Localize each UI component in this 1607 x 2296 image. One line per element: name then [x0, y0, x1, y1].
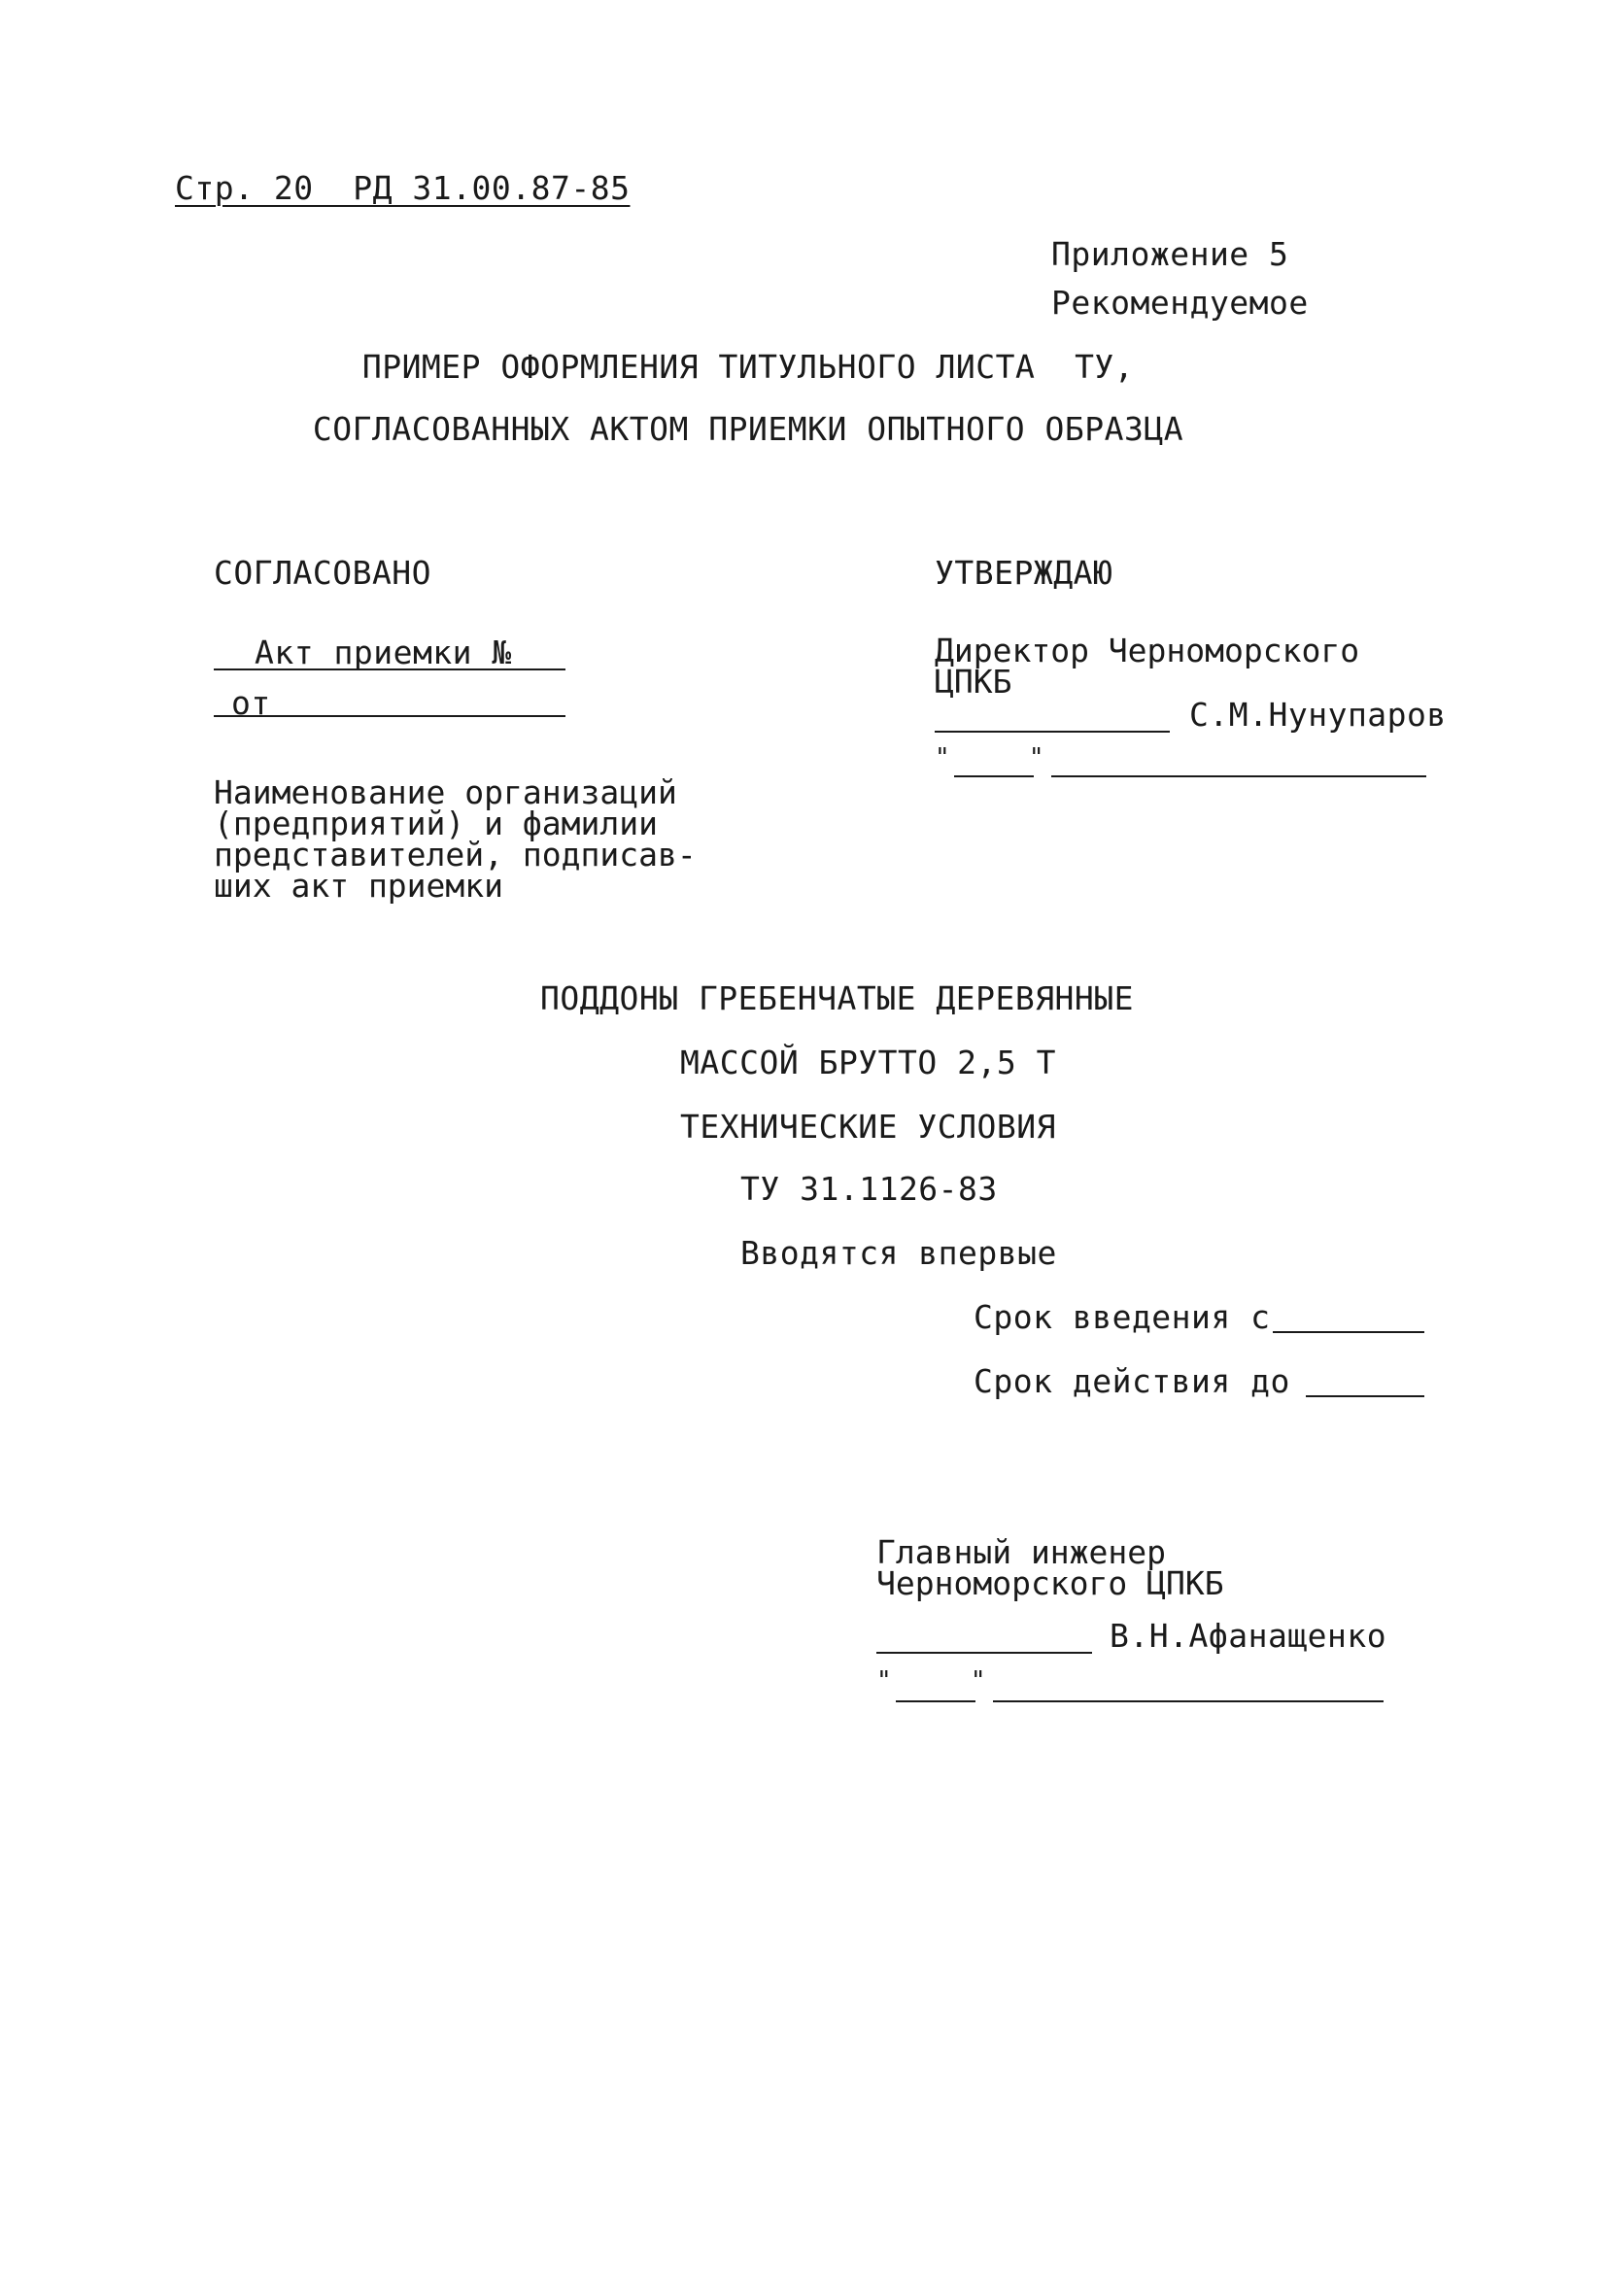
act-label: Акт приемки №	[255, 634, 512, 671]
organization-note: Наименование организаций (предприятий) и фамилии представителей, подписав- ших акт приемки	[214, 773, 697, 905]
engineer-day-line	[896, 1700, 975, 1702]
director-signature-line	[935, 731, 1170, 733]
agreed-heading: СОГЛАСОВАНО	[214, 554, 432, 592]
engineer-date-quotes: " "	[876, 1666, 987, 1696]
specification-code: ТУ 31.1126-83	[740, 1170, 998, 1208]
act-from-label: от	[231, 684, 271, 722]
act-date-line	[214, 715, 565, 717]
appendix-number: Приложение 5	[1051, 235, 1289, 273]
title-line-1: ПРИМЕР ОФОРМЛЕНИЯ ТИТУЛЬНОГО ЛИСТА ТУ,	[361, 348, 1135, 386]
director-position: Директор Черноморского ЦПКБ	[935, 632, 1360, 701]
product-title-line-2: МАССОЙ БРУТТО 2,5 Т	[680, 1044, 1056, 1081]
approved-heading: УТВЕРЖДАЮ	[935, 554, 1113, 592]
title-line-2: СОГЛАСОВАННЫХ АКТОМ ПРИЕМКИ ОПЫТНОГО ОБРАЗЦА	[312, 410, 1184, 448]
product-title-line-1: ПОДДОНЫ ГРЕБЕНЧАТЫЕ ДЕРЕВЯННЫЕ	[540, 979, 1135, 1017]
director-name: С.М.Нунупаров	[1189, 696, 1447, 734]
engineer-name: В.Н.Афанащенко	[1110, 1617, 1387, 1655]
engineer-month-line	[993, 1700, 1384, 1702]
director-day-line	[954, 775, 1034, 777]
engineer-signature-line	[876, 1652, 1092, 1654]
start-date-line	[1273, 1331, 1424, 1333]
appendix-note: Рекомендуемое	[1051, 284, 1309, 322]
act-number-line	[214, 668, 565, 670]
product-title-line-3: ТЕХНИЧЕСКИЕ УСЛОВИЯ	[680, 1108, 1056, 1146]
validity-label: Срок действия до	[974, 1362, 1290, 1400]
page-reference: Стр. 20 РД 31.00.87-85	[175, 169, 631, 207]
director-date-quotes: " "	[935, 743, 1045, 772]
validity-line	[1306, 1395, 1424, 1397]
director-month-line	[1051, 775, 1426, 777]
start-date-label: Срок введения с	[974, 1298, 1271, 1336]
engineer-position: Главный инженер Черноморского ЦПКБ	[876, 1533, 1224, 1602]
introduction-note: Вводятся впервые	[740, 1234, 1057, 1272]
